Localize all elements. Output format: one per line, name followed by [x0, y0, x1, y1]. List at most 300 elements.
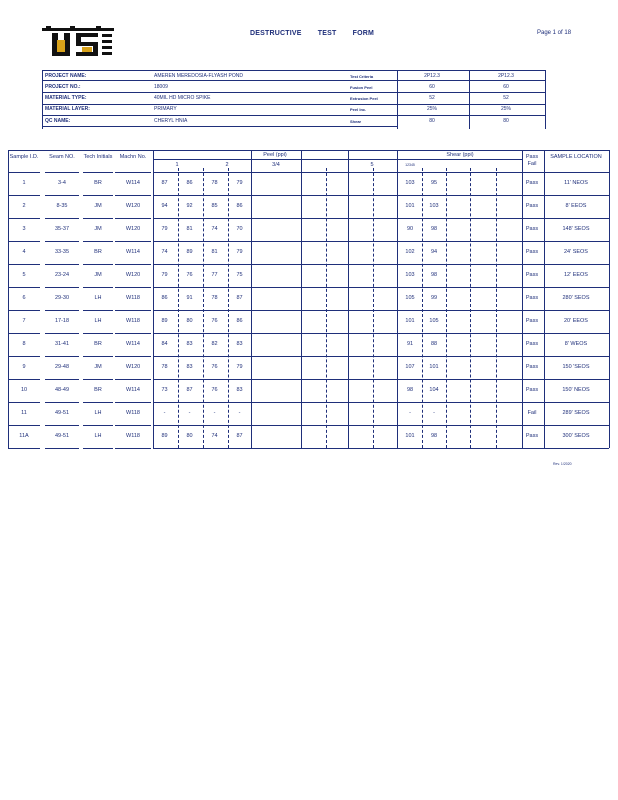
cell-pass-fail: Pass — [525, 318, 539, 324]
cell-peel-4: 87 — [236, 433, 243, 439]
destructive-test-table — [8, 150, 609, 452]
cell-shear-2: 88 — [430, 341, 438, 347]
row-divider — [115, 402, 151, 403]
row-divider — [8, 379, 40, 380]
column-divider-dashed — [496, 168, 497, 448]
criteria-label: Shear — [350, 119, 362, 124]
cell-shear-1: 101 — [405, 318, 415, 324]
row-divider — [544, 356, 609, 357]
cell-location: 8' EEOS — [565, 203, 587, 209]
cell-machine: W114 — [126, 387, 140, 393]
cell-seam: 8-35 — [56, 203, 68, 209]
row-divider — [153, 310, 251, 311]
cell-seam: 49-51 — [54, 433, 70, 439]
row-divider — [8, 195, 40, 196]
row-divider — [348, 425, 397, 426]
row-divider — [8, 356, 40, 357]
cell-shear-2: 103 — [429, 203, 439, 209]
cell-sample-id: 2 — [22, 203, 26, 209]
row-divider — [153, 402, 251, 403]
criteria-value-2: 52 — [503, 95, 509, 101]
cell-shear-2: 98 — [430, 433, 438, 439]
cell-peel-3: 74 — [211, 433, 218, 439]
title-word-1: DESTRUCTIVE — [250, 30, 302, 37]
row-divider — [251, 356, 301, 357]
cell-pass-fail: Pass — [525, 180, 539, 186]
row-divider — [397, 333, 522, 334]
row-divider — [301, 287, 348, 288]
cell-tech: LH — [94, 318, 102, 324]
row-divider — [153, 379, 251, 380]
cell-seam: 17-18 — [54, 318, 70, 324]
row-divider — [544, 425, 609, 426]
row-divider — [397, 425, 522, 426]
header-location: SAMPLE LOCATION — [550, 154, 602, 160]
row-divider — [522, 218, 544, 219]
cell-peel-3: 85 — [211, 203, 218, 209]
criteria-value-2: 25% — [500, 106, 511, 112]
row-divider — [397, 379, 522, 380]
criteria-label: Extrusion Peel — [350, 96, 378, 101]
column-divider-dashed — [326, 168, 327, 448]
cell-sample-id: 5 — [22, 272, 26, 278]
row-divider — [522, 287, 544, 288]
criteria-value-2: 60 — [503, 84, 509, 90]
row-divider — [83, 425, 113, 426]
cell-machine: W120 — [125, 364, 141, 370]
cell-location: 150 'SEOS — [562, 364, 590, 370]
row-divider — [83, 402, 113, 403]
cell-machine: W118 — [126, 410, 140, 416]
row-divider — [301, 264, 348, 265]
cell-shear-1: 105 — [405, 295, 415, 301]
info-value: CHERYL HNIA — [154, 118, 188, 124]
company-logo — [40, 26, 116, 62]
row-divider — [397, 310, 522, 311]
row-divider — [8, 241, 40, 242]
cell-location: 11' NEOS — [564, 180, 588, 186]
info-label: QC NAME: — [45, 118, 71, 124]
cell-sample-id: 8 — [22, 341, 26, 347]
cell-tech: LH — [94, 433, 102, 439]
row-divider — [153, 448, 251, 449]
row-divider — [8, 218, 40, 219]
cell-peel-3: 81 — [211, 249, 218, 255]
row-divider — [348, 333, 397, 334]
row-divider — [348, 310, 397, 311]
row-divider — [115, 333, 151, 334]
cell-shear-1: 91 — [406, 341, 414, 347]
row-divider — [301, 310, 348, 311]
cell-shear-2: 95 — [430, 180, 438, 186]
cell-sample-id: 3 — [22, 226, 26, 232]
row-divider — [301, 333, 348, 334]
row-divider — [83, 310, 113, 311]
cell-peel-2: 91 — [186, 295, 193, 301]
cell-peel-4: 79 — [236, 364, 243, 370]
cell-sample-id: 11A — [19, 433, 29, 439]
row-divider — [153, 172, 251, 173]
cell-location: 280' SEOS — [562, 295, 590, 301]
row-divider — [115, 195, 151, 196]
cell-shear-2: 98 — [430, 226, 438, 232]
cell-peel-3: 76 — [211, 364, 218, 370]
row-divider — [348, 218, 397, 219]
row-divider — [522, 241, 544, 242]
row-divider — [544, 195, 609, 196]
header-machine: Machn No. — [119, 154, 147, 160]
project-info-table — [42, 70, 546, 129]
cell-peel-3: 76 — [211, 318, 218, 324]
cell-peel-3: 76 — [211, 387, 218, 393]
cell-peel-1: 94 — [161, 203, 168, 209]
cell-pass-fail: Fail — [527, 410, 537, 416]
row-divider — [348, 402, 397, 403]
column-divider-dashed — [228, 168, 229, 448]
criteria-value-1: 52 — [429, 95, 435, 101]
row-divider — [83, 172, 113, 173]
row-divider — [522, 310, 544, 311]
cell-tech: BR — [94, 387, 102, 393]
row-divider — [522, 172, 544, 173]
info-value: PRIMARY — [154, 106, 177, 112]
cell-peel-2: 86 — [186, 180, 193, 186]
row-divider — [348, 264, 397, 265]
cell-pass-fail: Pass — [525, 226, 539, 232]
row-divider — [45, 241, 79, 242]
cell-seam: 29-48 — [54, 364, 70, 370]
criteria-value-1: 25% — [426, 106, 437, 112]
row-divider — [153, 241, 251, 242]
row-divider — [8, 402, 40, 403]
cell-tech: BR — [94, 249, 102, 255]
row-divider — [251, 448, 301, 449]
row-divider — [83, 379, 113, 380]
row-divider — [522, 356, 544, 357]
cell-peel-1: 89 — [161, 318, 168, 324]
header-sample-id: Sample I.D. — [9, 154, 39, 160]
cell-tech: BR — [94, 180, 102, 186]
cell-machine: W118 — [126, 318, 140, 324]
cell-peel-2: 92 — [186, 203, 193, 209]
cell-shear-1: 107 — [405, 364, 415, 370]
row-divider — [544, 218, 609, 219]
row-divider — [83, 287, 113, 288]
cell-sample-id: 1 — [22, 180, 26, 186]
cell-machine: W120 — [125, 272, 141, 278]
criteria-value-2: 2P12.3 — [498, 73, 514, 79]
row-divider — [348, 287, 397, 288]
row-divider — [8, 287, 40, 288]
peel-sub-5: 5 — [370, 162, 374, 168]
cell-tech: JM — [94, 203, 102, 209]
row-divider — [522, 195, 544, 196]
cell-peel-3: 82 — [211, 341, 218, 347]
cell-peel-2: - — [188, 410, 191, 416]
row-divider — [397, 402, 522, 403]
row-divider — [83, 264, 113, 265]
row-divider — [45, 264, 79, 265]
cell-seam: 48-49 — [54, 387, 70, 393]
cell-shear-1: 103 — [405, 180, 415, 186]
row-divider — [301, 425, 348, 426]
column-divider-dashed — [373, 168, 374, 448]
row-divider — [45, 402, 79, 403]
sub-header-line — [153, 159, 522, 160]
row-divider — [153, 425, 251, 426]
cell-pass-fail: Pass — [525, 364, 539, 370]
cell-seam: 33-35 — [54, 249, 70, 255]
row-divider — [348, 379, 397, 380]
row-divider — [45, 218, 79, 219]
cell-shear-1: 101 — [405, 433, 415, 439]
row-divider — [115, 218, 151, 219]
row-divider — [522, 379, 544, 380]
row-divider — [397, 218, 522, 219]
row-divider — [115, 425, 151, 426]
row-divider — [83, 218, 113, 219]
row-divider — [45, 333, 79, 334]
row-divider — [153, 287, 251, 288]
cell-sample-id: 9 — [22, 364, 26, 370]
info-row-material-type — [42, 94, 545, 103]
row-divider — [115, 448, 151, 449]
cell-peel-1: 87 — [161, 180, 168, 186]
cell-seam: 35-37 — [54, 226, 70, 232]
cell-peel-1: 86 — [161, 295, 168, 301]
row-divider — [8, 264, 40, 265]
form-title — [250, 30, 388, 37]
column-divider — [609, 150, 610, 448]
title-word-2: TEST — [317, 30, 337, 37]
cell-peel-1: 79 — [161, 272, 168, 278]
cell-pass-fail: Pass — [525, 203, 539, 209]
row-divider — [83, 448, 113, 449]
row-divider — [251, 402, 301, 403]
row-divider — [251, 333, 301, 334]
row-divider — [115, 310, 151, 311]
cell-shear-2: 104 — [429, 387, 439, 393]
column-divider-dashed — [470, 168, 471, 448]
row-divider — [522, 425, 544, 426]
row-divider — [45, 425, 79, 426]
column-divider-dashed — [178, 168, 179, 448]
row-divider — [301, 218, 348, 219]
cell-peel-4: 70 — [236, 226, 243, 232]
cell-pass-fail: Pass — [525, 387, 539, 393]
cell-peel-2: 83 — [186, 341, 193, 347]
row-divider — [251, 425, 301, 426]
cell-machine: W120 — [125, 226, 141, 232]
cell-peel-1: 74 — [161, 249, 168, 255]
row-divider — [301, 379, 348, 380]
criteria-label: Test Criteria — [350, 74, 374, 79]
info-label: PROJECT NO.: — [45, 84, 81, 90]
row-divider — [397, 448, 522, 449]
row-divider — [397, 287, 522, 288]
row-divider — [83, 195, 113, 196]
row-divider — [45, 379, 79, 380]
cell-peel-4: 83 — [236, 341, 243, 347]
cell-peel-2: 81 — [186, 226, 193, 232]
row-divider — [83, 356, 113, 357]
title-word-3: FORM — [352, 30, 375, 37]
cell-location: 150' NEOS — [562, 387, 590, 393]
header-tech: Tech Initials — [83, 154, 113, 160]
row-divider — [251, 172, 301, 173]
header-peel: Peel (ppi) — [263, 152, 287, 158]
cell-shear-2: 98 — [430, 272, 438, 278]
criteria-value-2: 80 — [503, 118, 509, 124]
row-divider — [348, 195, 397, 196]
info-value: AMEREN MEREDOSIA-FLYASH POND — [154, 73, 243, 79]
column-divider-dashed — [446, 168, 447, 448]
cell-peel-1: 84 — [161, 341, 168, 347]
table-top-border — [8, 150, 609, 151]
info-value: 18009 — [154, 84, 168, 90]
row-divider — [251, 310, 301, 311]
cell-peel-4: 79 — [236, 249, 243, 255]
row-divider — [251, 287, 301, 288]
cell-tech: BR — [94, 341, 102, 347]
cell-seam: 29-30 — [54, 295, 70, 301]
cell-sample-id: 10 — [20, 387, 28, 393]
info-label: MATERIAL TYPE: — [45, 95, 87, 101]
column-divider-dashed — [203, 168, 204, 448]
row-divider — [115, 264, 151, 265]
cell-seam: 3-4 — [58, 180, 66, 186]
row-divider — [348, 448, 397, 449]
cell-location: 24' SEOS — [564, 249, 588, 255]
cell-location: 300' SEOS — [562, 433, 590, 439]
cell-peel-3: 77 — [211, 272, 218, 278]
page-number: Page 1 of 18 — [537, 30, 572, 36]
row-divider — [83, 241, 113, 242]
cell-shear-1: - — [409, 410, 411, 416]
cell-peel-1: 78 — [161, 364, 168, 370]
cell-peel-3: - — [213, 410, 216, 416]
criteria-label: Peel Inc. — [350, 107, 367, 112]
cell-peel-3: 74 — [211, 226, 218, 232]
row-divider — [153, 356, 251, 357]
cell-shear-2: 101 — [429, 364, 439, 370]
cell-pass-fail: Pass — [525, 433, 539, 439]
row-divider — [301, 172, 348, 173]
row-divider — [522, 333, 544, 334]
row-divider — [251, 218, 301, 219]
cell-peel-4: 83 — [236, 387, 243, 393]
row-divider — [251, 241, 301, 242]
cell-machine: W114 — [126, 341, 140, 347]
row-divider — [544, 379, 609, 380]
header-shear: Shear (ppi) — [446, 152, 474, 158]
row-divider — [301, 195, 348, 196]
row-divider — [544, 264, 609, 265]
shear-sub: 12345 — [405, 163, 415, 167]
cell-sample-id: 6 — [22, 295, 26, 301]
row-divider — [301, 241, 348, 242]
cell-location: 12' EEOS — [564, 272, 588, 278]
cell-location: 20' EEOS — [564, 318, 588, 324]
criteria-value-1: 2P12.3 — [424, 73, 440, 79]
peel-sub-1: 1 — [175, 162, 179, 168]
row-divider — [8, 310, 40, 311]
cell-seam: 49-51 — [54, 410, 70, 416]
row-divider — [397, 172, 522, 173]
row-divider — [115, 241, 151, 242]
row-divider — [397, 241, 522, 242]
row-divider — [45, 310, 79, 311]
row-divider — [115, 356, 151, 357]
cell-peel-4: 75 — [236, 272, 243, 278]
criteria-value-1: 80 — [429, 118, 435, 124]
header-seam: Seam NO. — [49, 154, 75, 160]
row-divider — [301, 402, 348, 403]
info-row-project-no — [42, 83, 545, 92]
cell-peel-2: 80 — [186, 318, 193, 324]
row-divider — [301, 448, 348, 449]
info-row-qc-name — [42, 117, 545, 126]
cell-shear-1: 101 — [405, 203, 415, 209]
cell-sample-id: 7 — [22, 318, 26, 324]
row-divider — [251, 195, 301, 196]
info-label: PROJECT NAME: — [45, 73, 87, 79]
cell-sample-id: 11 — [21, 410, 27, 416]
row-divider — [115, 287, 151, 288]
cell-peel-2: 87 — [186, 387, 193, 393]
cell-machine: W118 — [126, 295, 140, 301]
row-divider — [115, 379, 151, 380]
peel-sub-2: 2 — [225, 162, 229, 168]
cell-location: 148' SEOS — [562, 226, 590, 232]
row-divider — [348, 172, 397, 173]
row-divider — [251, 264, 301, 265]
row-divider — [8, 448, 40, 449]
cell-peel-1: 79 — [161, 226, 168, 232]
cell-pass-fail: Pass — [525, 249, 539, 255]
row-divider — [83, 333, 113, 334]
cell-sample-id: 4 — [22, 249, 26, 255]
row-divider — [45, 195, 79, 196]
row-divider — [397, 264, 522, 265]
row-divider — [251, 379, 301, 380]
cell-pass-fail: Pass — [525, 341, 539, 347]
row-divider — [544, 172, 609, 173]
cell-peel-3: 78 — [211, 295, 218, 301]
cell-tech: LH — [94, 295, 102, 301]
cell-location: 289' SEOS — [562, 410, 590, 416]
row-divider — [45, 448, 79, 449]
row-divider — [115, 172, 151, 173]
header-pass-fail: Pass Fail — [525, 154, 539, 167]
cell-peel-1: 73 — [161, 387, 168, 393]
criteria-value-1: 60 — [429, 84, 435, 90]
row-divider — [544, 241, 609, 242]
cell-machine: W118 — [126, 433, 140, 439]
cell-seam: 23-24 — [54, 272, 70, 278]
cell-peel-2: 76 — [186, 272, 193, 278]
cell-tech: JM — [94, 364, 102, 370]
info-row-material-layer — [42, 105, 545, 114]
row-divider — [544, 333, 609, 334]
cell-pass-fail: Pass — [525, 295, 539, 301]
cell-peel-2: 80 — [186, 433, 193, 439]
cell-machine: W114 — [126, 180, 140, 186]
row-divider — [522, 448, 544, 449]
cell-tech: JM — [94, 226, 102, 232]
criteria-label: Fusion Peel — [350, 85, 373, 90]
cell-seam: 31-41 — [54, 341, 70, 347]
